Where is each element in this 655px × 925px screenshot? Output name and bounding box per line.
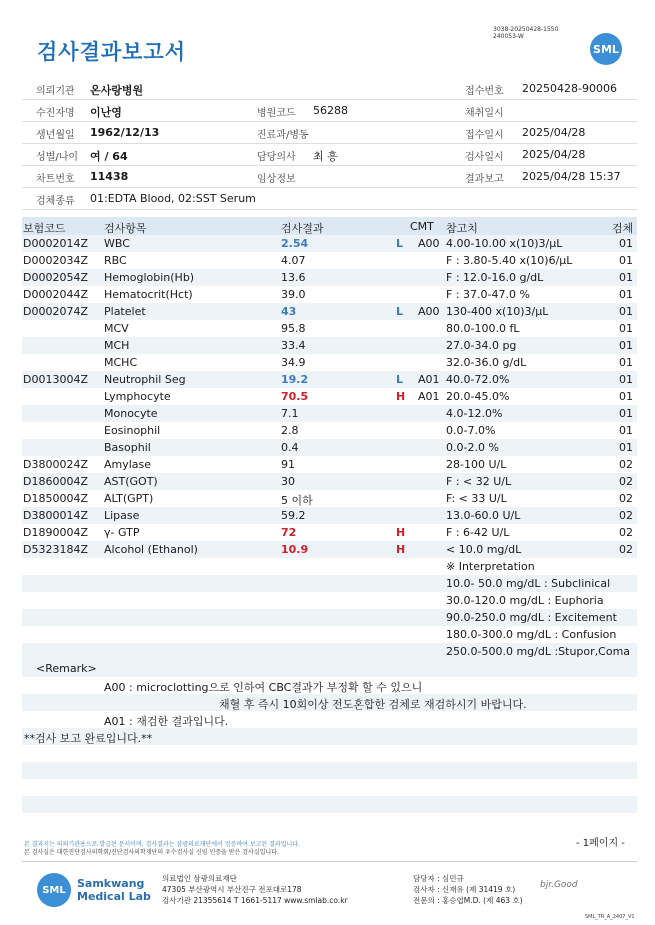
cell-result: 33.4	[281, 339, 306, 352]
cell-spec: 02	[619, 509, 633, 522]
cell-name: Alcohol (Ethanol)	[104, 543, 198, 556]
cell-name: γ- GTP	[104, 526, 140, 539]
cell-name: Neutrophil Seg	[104, 373, 186, 386]
remark-row	[22, 694, 637, 711]
cell-spec: 01	[619, 305, 633, 318]
cell-name: MCH	[104, 339, 130, 352]
cell-spec: 01	[619, 356, 633, 369]
birth-date: 1962/12/13	[90, 126, 160, 139]
cell-code: D0002054Z	[23, 271, 88, 284]
remark-a00-line2: 채혈 후 즉시 10회이상 전도혼합한 검체로 재검하시기 바랍니다.	[219, 698, 527, 711]
footer-divider	[22, 861, 637, 862]
table-row	[22, 303, 637, 320]
cell-spec: 01	[619, 407, 633, 420]
table-row	[22, 456, 637, 473]
interpretation-text: ※ Interpretation	[446, 560, 535, 573]
cell-ref: 130-400 x(10)3/μL	[446, 305, 549, 318]
cell-spec: 01	[619, 390, 633, 403]
cell-spec: 01	[619, 288, 633, 301]
cell-ref: F : 12.0-16.0 g/dL	[446, 271, 544, 284]
cell-ref: F : 6-42 U/L	[446, 526, 510, 539]
footnote: 본 결과지는 의뢰기관용으로 발급된 문서이며, 검사결과는 삼광의료재단에서 검증하여 보고된 결과입니다. 본 검사실은 대한진단검사의학회/진단검사의학재단의 우수검사실 신임 인증을 받은 검사실입니다.	[24, 841, 301, 856]
cell-ref: < 10.0 mg/dL	[446, 543, 522, 556]
interpretation-text: 250.0-500.0 mg/dL :Stupor,Coma	[446, 645, 631, 658]
cell-result: 19.2	[281, 373, 309, 386]
cell-ref: F: < 33 U/L	[446, 492, 507, 505]
table-row	[22, 252, 637, 269]
cell-spec: 02	[619, 526, 633, 539]
cell-cmt: A01	[418, 373, 440, 386]
patient-info	[22, 78, 637, 210]
hospital-code: 56288	[313, 104, 348, 117]
cell-code: D0002034Z	[23, 254, 88, 267]
interpretation-text: 90.0-250.0 mg/dL : Excitement	[446, 611, 617, 624]
signature: bjr.Good	[540, 880, 578, 890]
cell-spec: 02	[619, 543, 633, 556]
receipt-no: 20250428-90006	[522, 82, 617, 95]
table-row	[22, 490, 637, 507]
cell-flag: H	[396, 390, 406, 403]
cell-flag: L	[396, 305, 404, 318]
cell-ref: 28-100 U/L	[446, 458, 507, 471]
cell-name: Hemoglobin(Hb)	[104, 271, 195, 284]
table-row	[22, 371, 637, 388]
cell-spec: 01	[619, 373, 633, 386]
cell-ref: 0.0-2.0 %	[446, 441, 499, 454]
table-row	[22, 337, 637, 354]
table-row	[22, 269, 637, 286]
cell-cmt: A00	[418, 305, 440, 318]
remark-row	[22, 813, 637, 830]
cell-cmt: A01	[418, 390, 440, 403]
org-name: Samkwang Medical Lab	[77, 877, 151, 903]
cell-name: Amylase	[104, 458, 152, 471]
cell-code: D3800014Z	[23, 509, 88, 522]
interpretation-row	[22, 643, 637, 660]
remark-a01: A01 : 재검한 결과입니다.	[104, 715, 229, 728]
cell-flag: H	[396, 543, 406, 556]
cell-ref: 32.0-36.0 g/dL	[446, 356, 527, 369]
remark-row	[22, 677, 637, 694]
table-body	[22, 235, 637, 660]
doctor: 최 흥	[313, 150, 338, 163]
cell-code: D0013004Z	[23, 373, 88, 386]
cell-spec: 01	[619, 339, 633, 352]
cell-ref: F : < 32 U/L	[446, 475, 512, 488]
info-row: 검체종류 01:EDTA Blood, 02:SST Serum	[22, 188, 637, 210]
cell-ref: F : 37.0-47.0 %	[446, 288, 530, 301]
cell-result: 7.1	[281, 407, 299, 420]
cell-result: 0.4	[281, 441, 299, 454]
interpretation-row	[22, 558, 637, 575]
interpretation-row	[22, 609, 637, 626]
table-row	[22, 405, 637, 422]
cell-ref: 4.0-12.0%	[446, 407, 503, 420]
table-row	[22, 286, 637, 303]
cell-spec: 01	[619, 254, 633, 267]
remark-row	[22, 711, 637, 728]
cell-spec: 01	[619, 271, 633, 284]
cell-name: Lipase	[104, 509, 140, 522]
remark-a00-line1: A00 : microclotting으로 인하여 CBC결과가 부정확 할 수 있으니	[104, 681, 423, 694]
receive-date: 2025/04/28	[522, 126, 586, 139]
remark-row	[22, 745, 637, 762]
cell-ref: 0.0-7.0%	[446, 424, 496, 437]
table-row	[22, 439, 637, 456]
cell-code: D1860004Z	[23, 475, 88, 488]
table-row	[22, 524, 637, 541]
report-date: 2025/04/28 15:37	[522, 170, 621, 183]
cell-result: 34.9	[281, 356, 306, 369]
cell-name: WBC	[104, 237, 130, 250]
cell-result: 4.07	[281, 254, 306, 267]
table-row	[22, 235, 637, 252]
cell-name: Platelet	[104, 305, 146, 318]
staff-info: 담당자 : 심민규 검사자 : 신재유 (제 31419 호) 전문의 : 홍승엽M.D. (제 463 호)	[413, 874, 523, 905]
cell-code: D1850004Z	[23, 492, 88, 505]
remark-row	[22, 796, 637, 813]
remark-row	[22, 728, 637, 745]
cell-result: 30	[281, 475, 295, 488]
interpretation-row	[22, 626, 637, 643]
remark-title: <Remark>	[36, 662, 97, 675]
cell-result: 13.6	[281, 271, 306, 284]
cell-result: 43	[281, 305, 297, 318]
cell-spec: 02	[619, 458, 633, 471]
cell-result: 91	[281, 458, 295, 471]
cell-code: D0002074Z	[23, 305, 88, 318]
report-title: 검사결과보고서	[37, 40, 187, 64]
org-address: 의료법인 삼광의료재단 47305 부산광역시 부산진구 전포대로178 검사기관 21355614 T 1661-5117 www.smlab.co.kr	[162, 874, 348, 905]
cell-result: 70.5	[281, 390, 309, 403]
cell-spec: 01	[619, 322, 633, 335]
cell-code: D0002044Z	[23, 288, 88, 301]
table-header: 보험코드 검사항목 검사결과 CMT 참고치 검체	[22, 217, 637, 235]
cell-ref: 27.0-34.0 pg	[446, 339, 517, 352]
cell-ref: 80.0-100.0 fL	[446, 322, 520, 335]
cell-ref: 20.0-45.0%	[446, 390, 510, 403]
cell-code: D1890004Z	[23, 526, 88, 539]
cell-ref: F : 3.80-5.40 x(10)6/μL	[446, 254, 573, 267]
cell-result: 10.9	[281, 543, 309, 556]
test-date: 2025/04/28	[522, 148, 586, 161]
cell-result: 95.8	[281, 322, 306, 335]
results-table	[22, 217, 637, 660]
info-row: 생년월일 1962/12/13 진료과/병동 접수일시 2025/04/28	[22, 122, 637, 144]
cell-cmt: A00	[418, 237, 440, 250]
cell-ref: 4.00-10.00 x(10)3/μL	[446, 237, 563, 250]
cell-name: AST(GOT)	[104, 475, 158, 488]
remark-row	[22, 660, 637, 677]
info-row: 의뢰기관 온사랑병원 접수번호 20250428-90006	[22, 78, 637, 100]
info-row: 성별/나이 여 / 64 담당의사 최 흥 검사일시 2025/04/28	[22, 144, 637, 166]
cell-name: ALT(GPT)	[104, 492, 154, 505]
cell-code: D3800024Z	[23, 458, 88, 471]
cell-name: MCHC	[104, 356, 138, 369]
sml-logo-icon: SML	[590, 33, 622, 65]
table-row	[22, 320, 637, 337]
footer-logo	[37, 873, 151, 907]
patient-name: 이난영	[90, 106, 122, 119]
remark-row	[22, 779, 637, 796]
cell-spec: 02	[619, 492, 633, 505]
cell-name: Basophil	[104, 441, 151, 454]
cell-flag: L	[396, 237, 404, 250]
cell-result: 2.8	[281, 424, 299, 437]
table-row	[22, 473, 637, 490]
sml-logo-icon: SML	[37, 873, 71, 907]
chart-no: 11438	[90, 170, 129, 183]
cell-result: 59.2	[281, 509, 306, 522]
remark-row	[22, 762, 637, 779]
cell-code: D0002014Z	[23, 237, 88, 250]
interpretation-row	[22, 592, 637, 609]
cell-name: Monocyte	[104, 407, 158, 420]
page-number: - 1페이지 -	[576, 838, 625, 849]
cell-result: 2.54	[281, 237, 309, 250]
cell-flag: L	[396, 373, 404, 386]
cell-ref: 40.0-72.0%	[446, 373, 510, 386]
cell-spec: 01	[619, 237, 633, 250]
report-complete: **검사 보고 완료입니다.**	[24, 732, 153, 745]
interpretation-row	[22, 575, 637, 592]
cell-name: MCV	[104, 322, 129, 335]
cell-name: RBC	[104, 254, 127, 267]
table-row	[22, 507, 637, 524]
specimen-type: 01:EDTA Blood, 02:SST Serum	[90, 192, 256, 205]
remark-section	[22, 660, 637, 830]
interpretation-text: 30.0-120.0 mg/dL : Euphoria	[446, 594, 604, 607]
cell-spec: 02	[619, 475, 633, 488]
interpretation-text: 180.0-300.0 mg/dL : Confusion	[446, 628, 617, 641]
cell-result: 72	[281, 526, 297, 539]
cell-ref: 13.0-60.0 U/L	[446, 509, 521, 522]
info-row: 차트번호 11438 임상정보 결과보고 2025/04/28 15:37	[22, 166, 637, 188]
info-row: 수진자명 이난영 병원코드 56288 채취일시	[22, 100, 637, 122]
interpretation-text: 10.0- 50.0 mg/dL : Subclinical	[446, 577, 611, 590]
cell-name: Eosinophil	[104, 424, 161, 437]
cell-name: Lymphocyte	[104, 390, 171, 403]
cell-result: 39.0	[281, 288, 306, 301]
document-code: 3038-20250428-1550 240053-W	[493, 26, 559, 40]
table-row	[22, 541, 637, 558]
sex-age: 여 / 64	[90, 150, 128, 163]
form-code: SML_TR_A_2407_V1	[585, 914, 635, 920]
institution: 온사랑병원	[90, 84, 144, 97]
cell-code: D5323184Z	[23, 543, 88, 556]
cell-name: Hematocrit(Hct)	[104, 288, 193, 301]
cell-spec: 01	[619, 441, 633, 454]
cell-flag: H	[396, 526, 406, 539]
table-row	[22, 388, 637, 405]
cell-result: 5 이하	[281, 494, 313, 507]
table-row	[22, 354, 637, 371]
cell-spec: 01	[619, 424, 633, 437]
table-row	[22, 422, 637, 439]
